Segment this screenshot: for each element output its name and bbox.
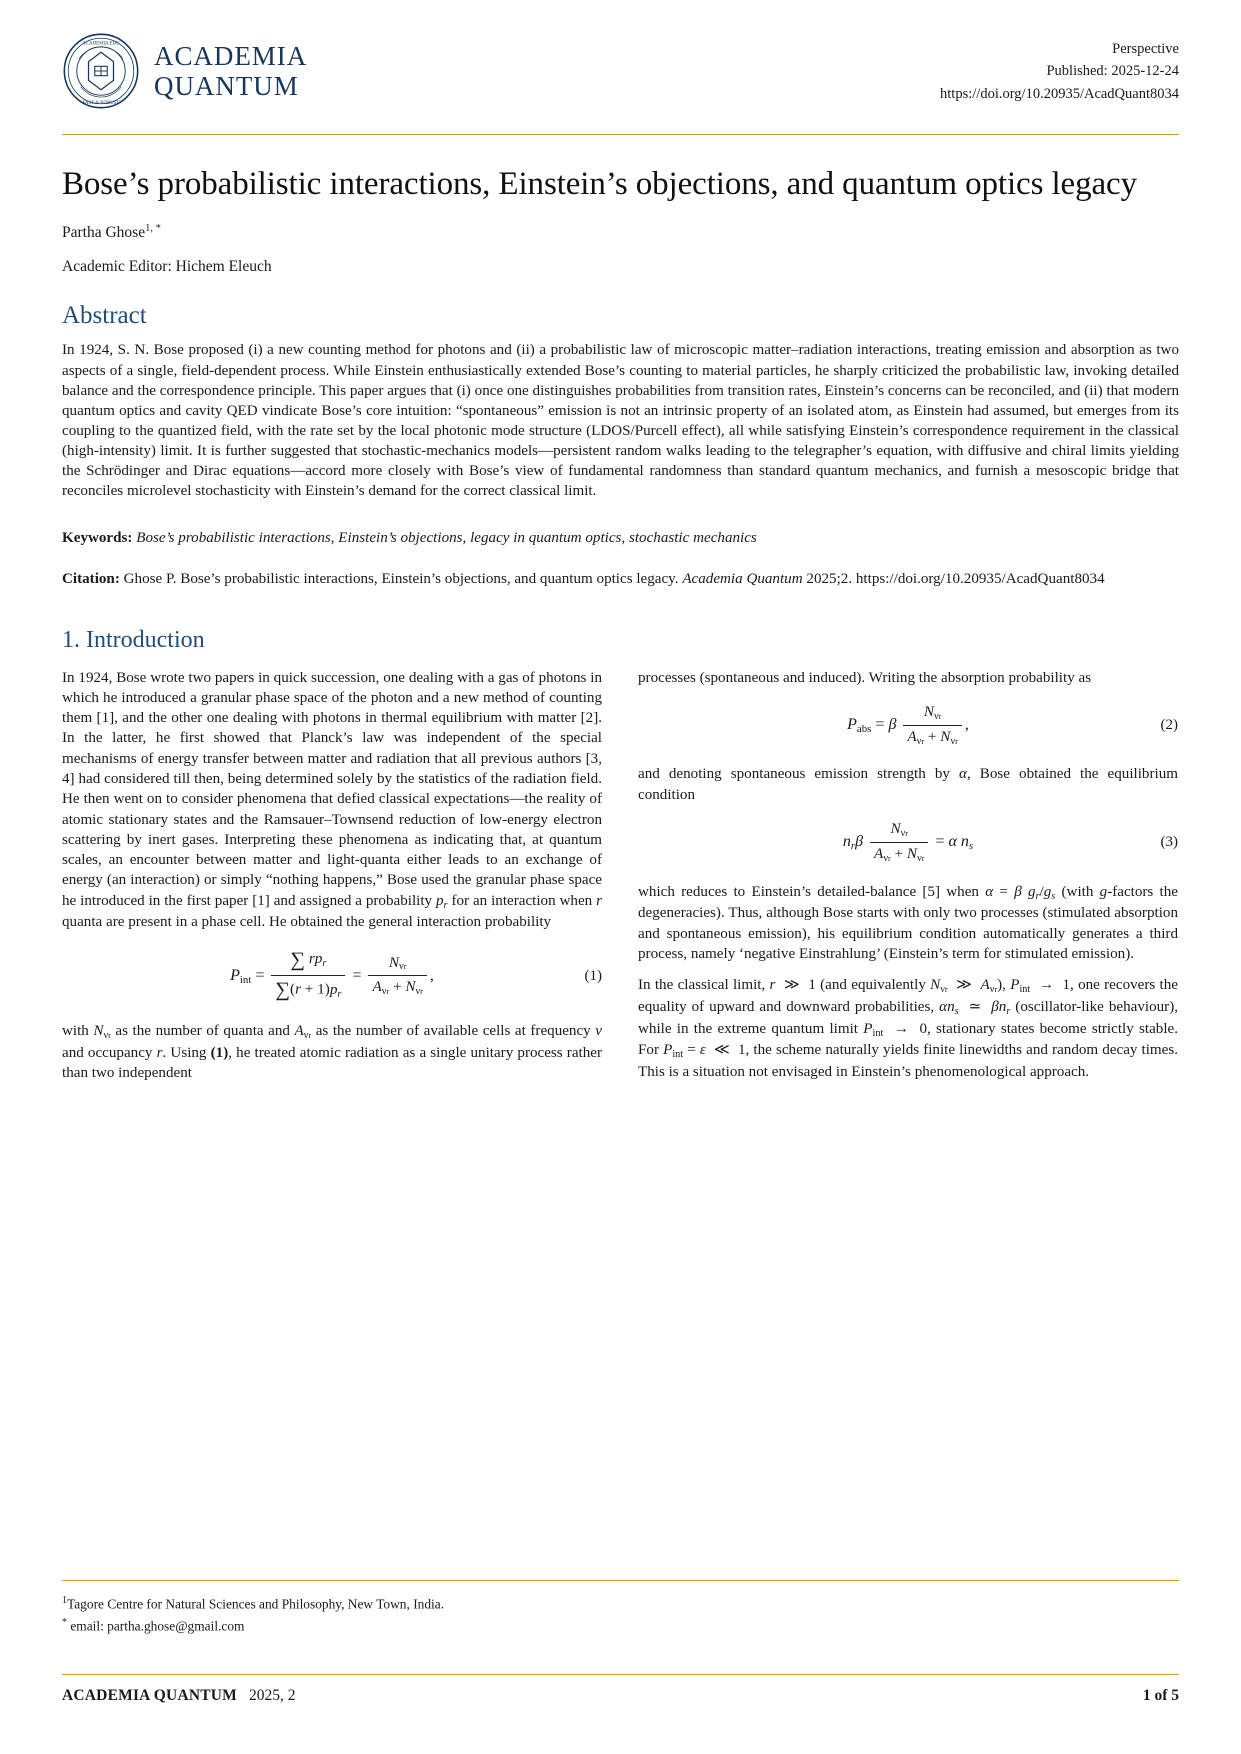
journal-wordmark [154,41,307,101]
footnotes [62,1580,1179,1636]
email-text[interactable]: email: partha.ghose@gmail.com [70,1618,245,1634]
column-right [638,668,1178,1095]
equation-2 [638,702,1178,749]
page-title: Bose’s probabilistic interactions, Einstein’s objections, and quantum optics legacy [62,166,1137,202]
introduction-heading: 1. Introduction [62,626,205,653]
affiliation-note [62,1593,1179,1615]
journal-name-line2: QUANTUM [154,71,299,101]
intro-paragraph-6: In the classical limit, r ≫ 1 (and equivalently $N_{\nu r}$ ≫ $A_{\nu r}$), $P_{int} \to 1$, one recovers the equality of upward and downward probabilities, $\alpha n_s$ ≃ $\beta n_r$ (oscillator-like behaviour), while in the extreme quantum limit $P_{int} \to 0$, stationary states become strictly stable. For $P_{int} = \varepsilon$ ≪ 1, the scheme naturally yields finite linewidths and random decay times. This is a situation not envisaged in Einstein’s phenomenological approach. [638,977,1179,1080]
abstract-heading: Abstract [62,302,147,330]
page-header [62,32,1179,124]
svg-text:ACADEMIA.EDU: ACADEMIA.EDU [82,41,120,47]
footer-journal-name: ACADEMIA QUANTUM [62,1687,237,1704]
equation-3-body: $n_r\beta$ $\frac{N_{\nu r}}{A_{\nu r} + N_{\nu r}}$ = α $n_s$ [842,820,974,864]
academic-editor: Academic Editor: Hichem Eleuch [62,258,272,276]
citation-text-2: 2025;2. https://doi.org/10.20935/AcadQuant8034 [806,570,1105,587]
intro-paragraph-1: In 1924, Bose wrote two papers in quick succession, one dealing with a gas of photons in which he introduced a granular phase space of the photon and a new method of counting them [1], and the other one dealing with photons in thermal equilibrium with matter [2]. In the latter, he first showed that Planck’s law was independent of the special mechanisms of energy transfer between matter and radiation that all previous authors [3, 4] had considered till then, being determined solely by the statistics of the radiation field. He then went on to consider phenomena that defied classical expectations—the reality of atomic stationary states and the Ramsauer–Townsend reduction of low-energy electron scattering by inert gases. Interpreting these phenomena as indicating that, at quantum scales, an encounter between matter and light-quanta either leads to an exchange of energy (an interaction) or simply “nothing happens,” Bose used the granular phase space he introduced in the first paper [1] and assigned a probability $p_r$ for an interaction when r quanta are present in a phase cell. He obtained the general interaction probability [62,669,602,931]
svg-text:FAST & ROBUST: FAST & ROBUST [82,100,120,106]
equation-3-number: (3) [1160,834,1178,851]
affiliation-text: Tagore Centre for Natural Sciences and Philosophy, New Town, India. [67,1596,445,1612]
published-date: Published: 2025-12-24 [1046,63,1179,80]
equation-2-number: (2) [1160,717,1178,734]
citation-text-1: Ghose P. Bose’s probabilistic interactions, Einstein’s objections, and quantum optics legacy. [123,570,679,587]
intro-paragraph-5: which reduces to Einstein’s detailed-balance [5] when α = β $g_r/g_s$ (with g-factors the degeneracies). Thus, although Bose starts with only two processes (stimulated absorption and spontaneous emission), his equilibrium condition automatically generates a third process, namely ‘negative Einstrahlung’ (Einstein’s term for stimulated emission). [638,883,1178,962]
keywords-value: Bose’s probabilistic interactions, Einstein’s objections, legacy in quantum optics, stochastic mechanics [136,529,757,546]
footnote-divider [62,1580,1179,1581]
equation-3 [638,819,1178,866]
citation-block [62,569,1179,591]
equation-1-body: $P_{int}$ = $\frac{\sum rp_r}{\sum(r + 1)p_r}$ = $\frac{N_{\nu r}}{A_{\nu r} + N_{\nu r}}$ , [230,948,434,1002]
author-list [62,223,1179,242]
page-content [62,32,1179,1094]
email-mark: * [62,1616,67,1628]
two-column-body [62,668,1179,1095]
author-marks: 1, * [145,223,161,235]
footer-journal-block [62,1687,296,1705]
email-note [62,1615,1179,1637]
column-left [62,668,602,1095]
citation-label: Citation: [62,570,120,587]
abstract-text: In 1924, S. N. Bose proposed (i) a new counting method for photons and (ii) a probabilistic law of microscopic matter–radiation interactions, treating emission and absorption as two aspects of a single, field-dependent process. While Einstein enthusiastically extended Bose’s counting to material particles, he sharply criticized the probabilistic law, invoking detailed balance and the correspondence principle. This paper argues that (i) once one distinguishes probabilities from transition rates, Einstein’s concerns can be reconciled, and (ii) that modern quantum optics and cavity QED vindicate Bose’s core intuition: “spontaneous” emission is not an intrinsic property of an isolated atom, as Einstein had assumed, but emerges from its coupling to the quantized field, with the rate set by the local photonic mode structure (LDOS/Purcell effect), all while satisfying Einstein’s correspondence requirement in the classical (high-intensity) limit. It is further suggested that stochastic-mechanics models—persistent random walks leading to the telegrapher’s equation, with diffusive and chiral limits yielding the Schrödinger and Dirac equations—accord more closely with Bose’s view of fundamental randomness than standard quantum mechanics, and furnish a mesoscopic bridge that reconciles microlevel stochasticity with Einstein’s demand for the correct classical limit. [62,342,1179,500]
equation-2-body: $P_{abs} = \beta$ $\frac{N_{\nu r}}{A_{\nu r} + N_{\nu r}}$ , [847,702,969,747]
footer-page-number: 1 of 5 [1142,1687,1179,1704]
article-type: Perspective [1112,41,1179,57]
intro-paragraph-2: with $N_{\nu r}$ as the number of quanta and $A_{\nu r}$ as the number of available cells at frequency ν and occupancy r. Using (1), he treated atomic radiation as a single unitary process rather than two independent [62,1022,602,1081]
intro-paragraph-4: and denoting spontaneous emission strength by α, Bose obtained the equilibrium condition [638,766,1178,803]
intro-paragraph-3: processes (spontaneous and induced). Writing the absorption probability as [638,669,1092,686]
journal-name-line1: ACADEMIA [154,40,308,71]
journal-brand [62,32,307,110]
keywords-label: Keywords: [62,529,133,546]
equation-1-number: (1) [584,967,602,984]
footer-issue: 2025, 2 [249,1687,296,1704]
affiliation-mark: 1 [62,1595,67,1606]
author-name: Partha Ghose [62,224,146,242]
footer-row [62,1687,1179,1705]
citation-journal: Academia Quantum [682,570,803,587]
academia-seal-icon [62,32,140,110]
article-meta [940,32,1179,105]
doi-link[interactable]: https://doi.org/10.20935/AcadQuant8034 [940,85,1179,102]
page-footer [62,1674,1179,1705]
header-divider [62,134,1179,135]
footer-divider [62,1674,1179,1675]
equation-1 [62,947,602,1005]
keywords-block [62,528,1179,549]
